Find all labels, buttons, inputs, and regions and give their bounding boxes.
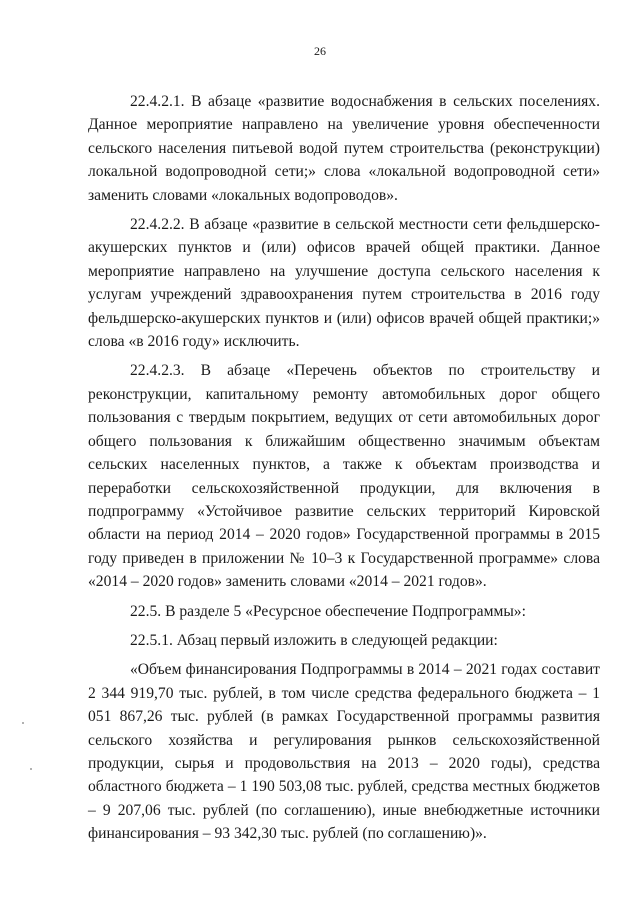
paragraph-22-4-2-3: 22.4.2.3. В абзаце «Перечень объектов по строительству и реконструкции, капитальному ремонту автомобильных дорог общего пользования с твердым покрытием, ведущих от сети автомобильных дорог общего пользования к ближайшим общественно значимым объектам сельских населенных пунктов, а также к объектам производства и переработки сельскохозяйственной продукции, для включения в подпрограмму «Устойчивое развитие сельских территорий Кировской области на период 2014 – 2020 годов» Государственной программы в 2015 году приведен в приложении № 10–3 к Государственной программе» слова «2014 – 2020 годов» заменить словами «2014 – 2021 годов».: [88, 362, 600, 591]
paragraph-22-5: 22.5. В разделе 5 «Ресурсное обеспечение Подпрограммы»:: [130, 602, 526, 620]
page-number: 26: [314, 44, 326, 58]
paragraph-22-5-1: 22.5.1. Абзац первый изложить в следующей редакции:: [130, 631, 498, 649]
paragraph-22-4-2-1: 22.4.2.1. В абзаце «развитие водоснабжения в сельских поселениях. Данное мероприятие направлено на увеличение уровня обеспеченности сельского населения питьевой водой путем строительства (реконструкции) локальной водопроводной сети;» слова «локальной водопроводной сети» заменить словами «локальных водопроводов».: [88, 93, 600, 204]
paragraph-22-4-2-2: 22.4.2.2. В абзаце «развитие в сельской местности сети фельдшерско-акушерских пунктов и (или) офисов врачей общей практики. Данное мероприятие направлено на улучшение доступа сельского населения к услугам учреждений здравоохранения путем строительства в 2016 году фельдшерско-акушерских пунктов и (или) офисов врачей общей практики;» слова «в 2016 году» исключить.: [88, 216, 600, 351]
paragraph-funding-volume: «Объем финансирования Подпрограммы в 2014 – 2021 годах составит 2 344 919,70 тыс. рублей, в том числе средства федерального бюджета – 1 051 867,26 тыс. рублей (в рамках Государственной программы развития сельского хозяйства и регулирования рынков сельскохозяйственной продукции, сырья и продовольствия на 2013 – 2020 годы), средства областного бюджета – 1 190 503,08 тыс. рублей, средства местных бюджетов – 9 207,06 тыс. рублей (по соглашению), иные внебюджетные источники финансирования – 93 342,30 тыс. рублей (по соглашению)».: [88, 661, 600, 843]
document-body: [88, 90, 600, 846]
scan-speck: [22, 722, 24, 724]
scan-speck: [30, 768, 32, 770]
